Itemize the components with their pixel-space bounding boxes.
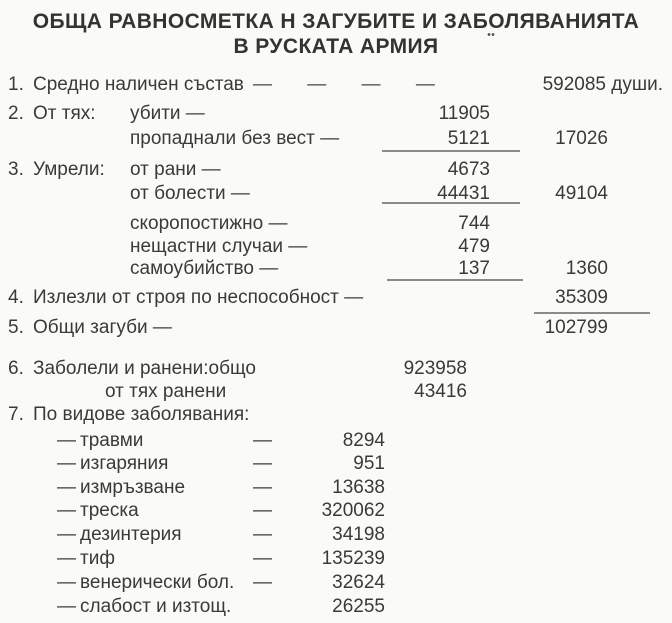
sum-rule bbox=[387, 279, 523, 281]
bullet-dash: — bbox=[57, 453, 76, 474]
item-label: самоубийство — bbox=[130, 258, 279, 279]
document-title-line2: В РУСКАТА АРМИЯ bbox=[233, 35, 439, 58]
disease-label: слабост и изтощ. bbox=[80, 596, 232, 617]
item-value: 479 bbox=[458, 236, 490, 257]
row-killed bbox=[0, 103, 672, 125]
disease-label: изгаряния bbox=[80, 453, 169, 474]
item-label: пропаднали без вест — bbox=[130, 128, 340, 149]
row-sick-wounded-total bbox=[0, 358, 672, 380]
leader-dash: — bbox=[253, 453, 272, 474]
item-label: Общи загуби — bbox=[33, 317, 172, 338]
row-total-losses bbox=[0, 317, 672, 339]
row-disease-venereal bbox=[0, 572, 672, 594]
item-value: 592085 души. bbox=[542, 74, 663, 95]
row-died-wounds bbox=[0, 159, 672, 181]
row-died-sudden bbox=[0, 213, 672, 235]
item-label: По видове заболявания: bbox=[33, 404, 250, 425]
row-missing bbox=[0, 128, 672, 150]
sum-rule bbox=[382, 202, 520, 204]
leader-dash: — bbox=[253, 500, 272, 521]
item-label: от болести — bbox=[130, 183, 250, 204]
item-label: от рани — bbox=[130, 159, 221, 180]
bullet-dash: — bbox=[57, 430, 76, 451]
item-value: 137 bbox=[458, 258, 490, 279]
disease-value: 13638 bbox=[332, 477, 385, 498]
bullet-dash: — bbox=[57, 500, 76, 521]
item-label: Заболели и ранени:общо bbox=[33, 358, 256, 379]
disease-value: 32624 bbox=[332, 572, 385, 593]
row-disease-burns bbox=[0, 453, 672, 475]
disease-value: 135239 bbox=[321, 548, 385, 569]
leader-dash: — bbox=[253, 477, 272, 498]
subtotal-value: 1360 bbox=[565, 258, 608, 279]
item-number: 1. bbox=[8, 74, 24, 95]
leader-dash: — bbox=[253, 524, 272, 545]
bullet-dash: — bbox=[57, 477, 76, 498]
disease-label: дезинтерия bbox=[80, 524, 182, 545]
disease-value: 8294 bbox=[342, 430, 385, 451]
item-value: 43416 bbox=[414, 381, 467, 402]
leader-dash: — bbox=[253, 430, 272, 451]
row-disease-frostbite bbox=[0, 477, 672, 499]
subtotal-value: 17026 bbox=[555, 128, 608, 149]
item-number: 7. bbox=[8, 404, 24, 425]
leader-dashes: — — — — bbox=[253, 74, 435, 95]
item-value: 35309 bbox=[555, 287, 608, 308]
subtotal-value: 49104 bbox=[555, 183, 608, 204]
item-label: от тях ранени bbox=[105, 381, 227, 402]
disease-value: 34198 bbox=[332, 524, 385, 545]
item-number: 3. bbox=[8, 159, 24, 180]
row-disease-exhaustion bbox=[0, 596, 672, 618]
row-disease-fever bbox=[0, 500, 672, 522]
item-label: скоропостижно — bbox=[130, 213, 288, 234]
bullet-dash: — bbox=[57, 596, 76, 617]
total-value: 102799 bbox=[544, 317, 608, 338]
item-label: Излезли от строя по неспособност — bbox=[33, 287, 364, 308]
leader-dash: — bbox=[253, 572, 272, 593]
item-number: 6. bbox=[8, 358, 24, 379]
row-died-suicide bbox=[0, 258, 672, 280]
item-number: 4. bbox=[8, 287, 24, 308]
item-number: 2. bbox=[8, 103, 24, 124]
disease-label: измръзване bbox=[80, 477, 186, 498]
disease-label: травми bbox=[80, 430, 144, 451]
item-value: 744 bbox=[458, 213, 490, 234]
group-label: От тях: bbox=[33, 103, 96, 124]
item-label: нещастни случаи — bbox=[130, 236, 308, 257]
bullet-dash: — bbox=[57, 524, 76, 545]
item-value: 4673 bbox=[447, 159, 490, 180]
row-disease-typhus bbox=[0, 548, 672, 570]
disease-value: 951 bbox=[353, 453, 385, 474]
document-title-line1: ОБЩА РАВНОСМЕТКА Н ЗАГУБИТЕ И ЗАБОЛЯВАНИЯТА bbox=[32, 10, 640, 33]
sum-rule bbox=[534, 312, 650, 314]
item-label: Средно наличен състав bbox=[33, 74, 244, 95]
disease-value: 26255 bbox=[332, 596, 385, 617]
row-average-strength bbox=[0, 74, 672, 96]
item-number: 5. bbox=[8, 317, 24, 338]
item-value: 11905 bbox=[438, 103, 490, 124]
row-died-accidents bbox=[0, 236, 672, 258]
row-of-them-wounded bbox=[0, 381, 672, 403]
row-discharged-disability bbox=[0, 287, 672, 309]
disease-label: треска bbox=[80, 500, 139, 521]
item-value: 5121 bbox=[447, 128, 490, 149]
bullet-dash: — bbox=[57, 548, 76, 569]
disease-label: венерически бол. bbox=[80, 572, 235, 593]
row-disease-types-header bbox=[0, 404, 672, 426]
row-disease-trauma bbox=[0, 430, 672, 452]
item-value: 923958 bbox=[403, 358, 467, 379]
disease-value: 320062 bbox=[321, 500, 385, 521]
bullet-dash: — bbox=[57, 572, 76, 593]
item-value: 44431 bbox=[437, 183, 490, 204]
scan-artifact-dots bbox=[487, 33, 495, 36]
item-label: убити — bbox=[130, 103, 205, 124]
disease-label: тиф bbox=[80, 548, 115, 569]
leader-dash: — bbox=[253, 548, 272, 569]
group-label: Умрели: bbox=[33, 159, 105, 180]
sum-rule bbox=[382, 150, 520, 152]
row-disease-dysentery bbox=[0, 524, 672, 546]
row-died-disease bbox=[0, 183, 672, 205]
